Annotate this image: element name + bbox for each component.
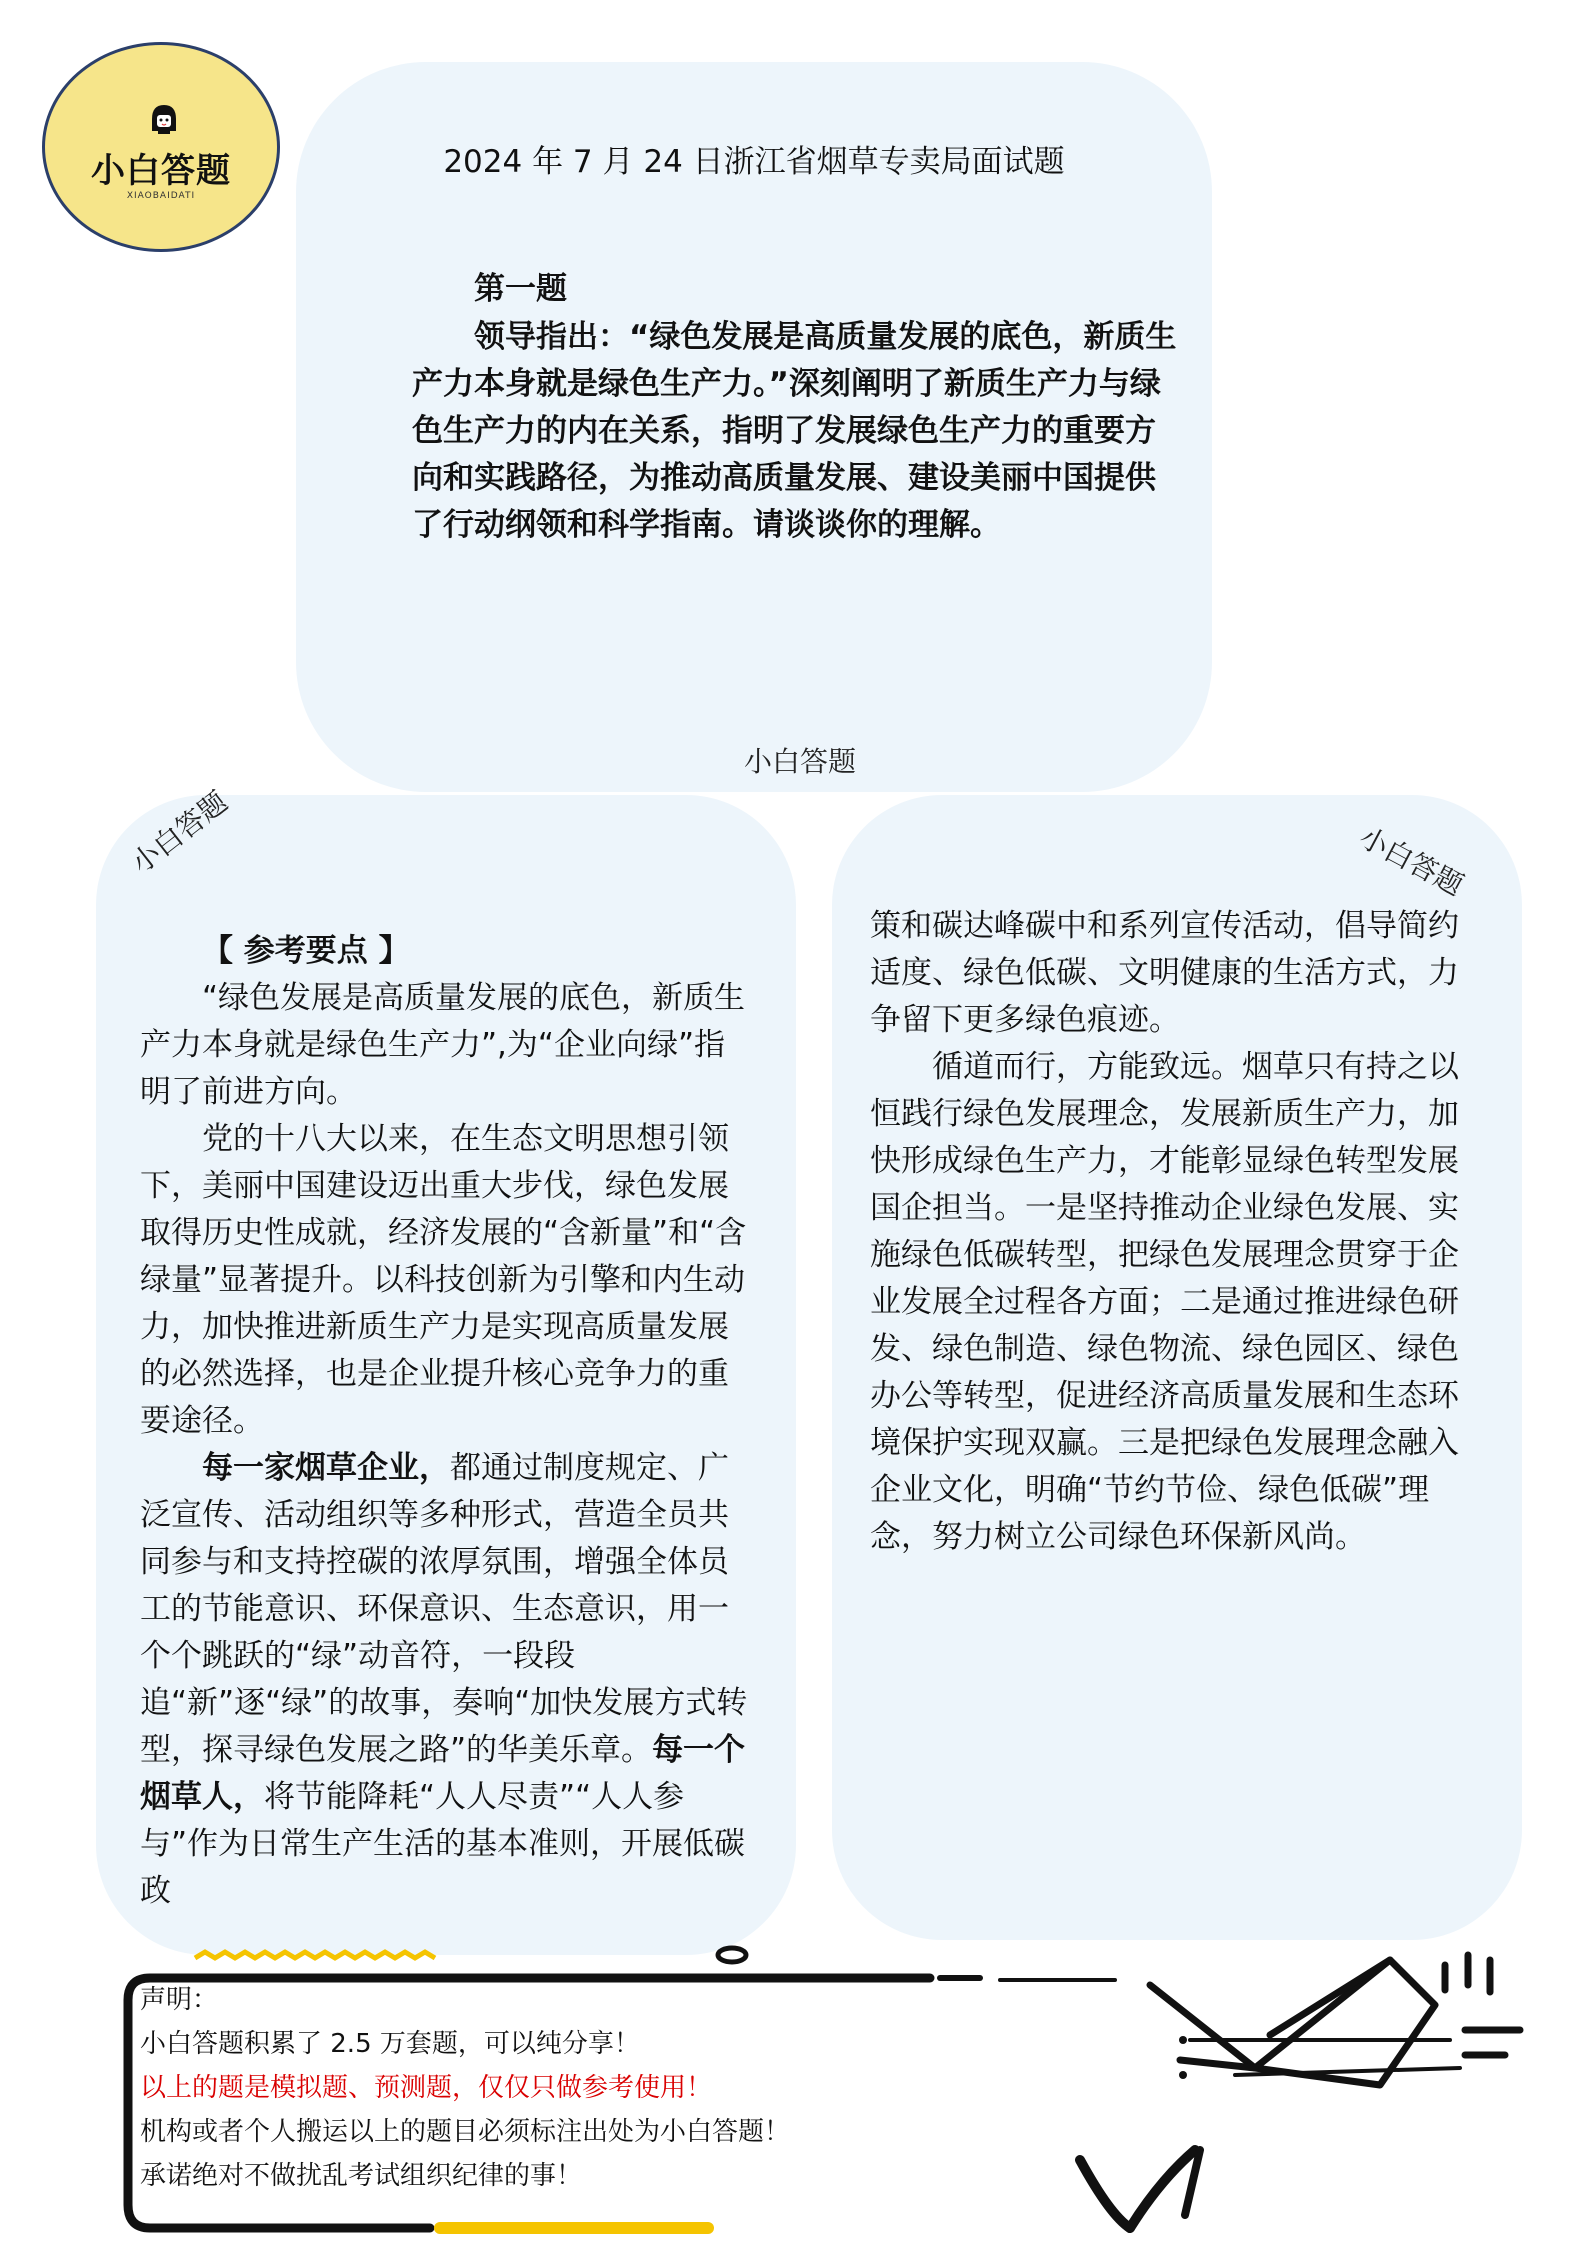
watermark-right: 小白答题 (1354, 820, 1469, 903)
bold-phrase-enterprise: 每一家烟草企业， (202, 1450, 450, 1486)
reference-paragraph-5: 循道而行，方能致远。烟草只有持之以恒践行绿色发展理念，发展新质生产力，加快形成绿色生产力，才能彰显绿色转型发展国企担当。一是坚持推动企业绿色发展、实施绿色低碳转型，把绿色发展理念贯穿于企业发展全过程各方面；二是通过推进绿色研发、绿色制造、绿色物流、绿色园区、绿色办公等转型，促进经济高质量发展和生态环境保护实现双赢。三是把绿色发展理念融入企业文化，明确“节约节俭、绿色低碳”理念，努力树立公司绿色环保新风尚。 (870, 1049, 1459, 1555)
watermark-center: 小白答题 (743, 745, 856, 778)
statement-line-3-warning: 以上的题是模拟题、预测题，仅仅只做参考使用！ (140, 2073, 713, 2103)
reference-paragraph-continued: 策和碳达峰碳中和系列宣传活动，倡导简约适度、绿色低碳、文明健康的生活方式，力争留下更多绿色痕迹。 (870, 908, 1459, 1038)
bold-phrase-person: 每一个烟草人， (140, 1732, 746, 1815)
paragraph-3-text-a: 都通过制度规定、广泛宣传、活动组织等多种形式，营造全员共同参与和支持控碳的浓厚氛围，增强全体员工的节能意识、环保意识、生态意识，用一个个跳跃的“绿”动音符，一段段追“新”逐“绿”的故事，奏响“加快发展方式转型，探寻绿色发展之路”的华美乐章。 (140, 1450, 748, 1768)
question-body: 领导指出：“绿色发展是高质量发展的底色，新质生产力本身就是绿色生产力。”深刻阐明了新质生产力与绿色生产力的内在关系，指明了发展绿色生产力的重要方向和实践路径，为推动高质量发展、建设美丽中国提供了行动纲领和科学指南。请谈谈你的理解。 (412, 319, 1177, 543)
reference-paragraph-1: “绿色发展是高质量发展的底色，新质生产力本身就是绿色生产力”,为“企业向绿”指明了前进方向。 (140, 980, 746, 1110)
statement-line-5: 承诺绝对不做扰乱考试组织纪律的事！ (140, 2161, 583, 2191)
statement-line-4: 机构或者个人搬运以上的题目必须标注出处为小白答题！ (140, 2117, 791, 2147)
statement-line-2: 小白答题积累了 2.5 万套题，可以纯分享！ (140, 2029, 640, 2059)
watermark-left: 小白答题 (125, 784, 234, 880)
document-title: 2024 年 7 月 24 日浙江省烟草专卖局面试题 (443, 144, 1065, 180)
statement-line-1: 声明： (140, 1985, 219, 2015)
reference-heading: 【 参考要点 】 (202, 933, 410, 969)
paragraph-3-text-b: 将节能降耗“人人尽责”“人人参与”作为日常生产生活的基本准则，开展低碳政 (140, 1779, 746, 1909)
logo-sub-text: XIAOBAIDATI (126, 191, 196, 201)
disclaimer-statement (140, 1978, 960, 2198)
reference-paragraph-2: 党的十八大以来，在生态文明思想引领下，美丽中国建设迈出重大步伐，绿色发展取得历史性成就，经济发展的“含新量”和“含绿量”显著提升。以科技创新为引擎和内生动力，加快推进新质生产力是实现高质量发展的必然选择，也是企业提升核心竞争力的重要途径。 (140, 1121, 747, 1439)
logo-brand-text: 小白答题 (91, 151, 231, 191)
question-heading: 第一题 (474, 271, 567, 307)
